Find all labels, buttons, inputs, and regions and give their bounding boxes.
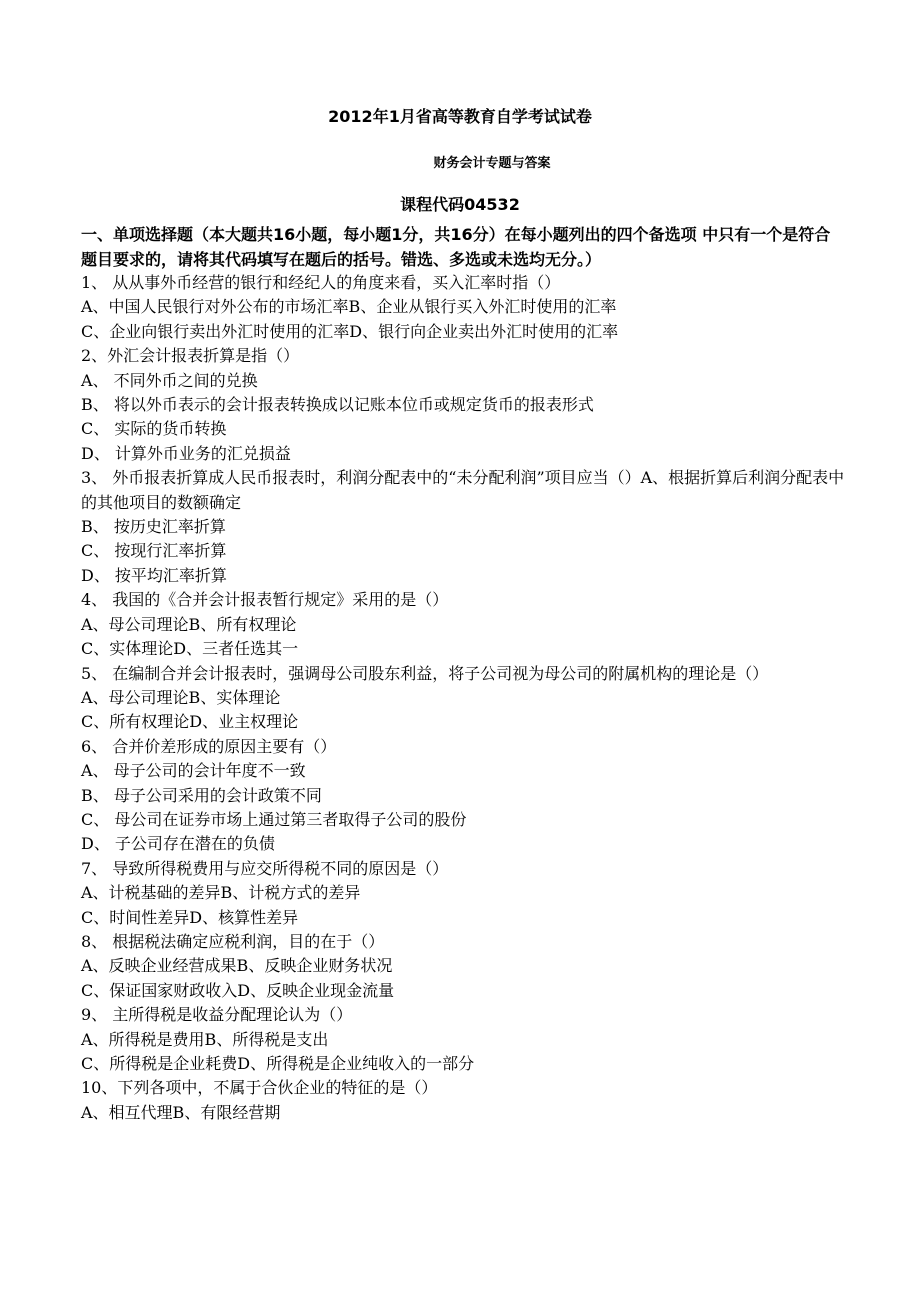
course-code: 课程代码04532	[400, 195, 520, 214]
option-line: C、 实际的货币转换	[81, 419, 227, 439]
option-line: A、相互代理B、有限经营期	[81, 1102, 281, 1122]
option-line: C、 母公司在证券市场上通过第三者取得子公司的股份	[81, 809, 467, 829]
question-line: 3、 外币报表折算成人民币报表时，利润分配表中的“未分配利润”项目应当（）A、根据折算后利润分配表中的其他项目的数额确定	[81, 468, 845, 512]
option-line: A、母公司理论B、所有权理论	[81, 614, 297, 634]
option-line: B、 母子公司采用的会计政策不同	[81, 785, 322, 805]
option-line: C、所有权理论D、业主权理论	[81, 712, 299, 732]
option-line: C、保证国家财政收入D、反映企业现金流量	[81, 980, 395, 1000]
option-line: C、实体理论D、三者任选其一	[81, 639, 299, 659]
question-line: 2、外汇会计报表折算是指（）	[81, 346, 300, 366]
question-line: 4、 我国的《合并会计报表暂行规定》采用的是（）	[81, 590, 449, 610]
option-line: A、 不同外币之间的兑换	[81, 370, 258, 390]
question-line: 6、 合并价差形成的原因主要有（）	[81, 736, 337, 756]
option-line: A、中国人民银行对外公布的市场汇率B、企业从银行买入外汇时使用的汇率	[81, 297, 617, 317]
option-line: C、 按现行汇率折算	[81, 541, 227, 561]
question-line: 7、 导致所得税费用与应交所得税不同的原因是（）	[81, 858, 449, 878]
question-line: 1、 从从事外币经营的银行和经纪人的角度来看，买入汇率时指（）	[81, 273, 561, 292]
option-line: D、 子公司存在潜在的负债	[81, 834, 275, 854]
question-line: 5、 在编制合并会计报表时，强调母公司股东利益，将子公司视为母公司的附属机构的理论是（）	[81, 663, 769, 683]
section-heading: 一、单项选择题（本大题共16小题，每小题1分，共16分）在每小题列出的四个备选项 中只有一个是符合题目要求的，请将其代码填写在题后的括号。错选、多选或未选均无分。）	[81, 225, 831, 269]
option-line: A、所得税是费用B、所得税是支出	[81, 1029, 329, 1049]
question-line: 9、 主所得税是收益分配理论认为（）	[81, 1005, 353, 1025]
option-line: A、反映企业经营成果B、反映企业财务状况	[81, 956, 393, 976]
option-line: B、 按历史汇率折算	[81, 517, 226, 537]
option-line: D、 计算外币业务的汇兑损益	[81, 443, 291, 463]
option-line: B、 将以外币表示的会计报表转换成以记账本位币或规定货币的报表形式	[81, 395, 594, 415]
option-line: C、所得税是企业耗费D、所得税是企业纯收入的一部分	[81, 1054, 475, 1073]
option-line: A、计税基础的差异B、计税方式的差异	[81, 883, 361, 903]
question-list	[81, 271, 846, 1125]
option-line: A、母公司理论B、实体理论	[81, 687, 281, 707]
option-line: C、企业向银行卖出外汇时使用的汇率D、银行向企业卖出外汇时使用的汇率	[81, 321, 619, 341]
option-line: A、 母子公司的会计年度不一致	[81, 761, 306, 781]
option-line: D、 按平均汇率折算	[81, 565, 227, 585]
question-line: 10、下列各项中，不属于合伙企业的特征的是（）	[81, 1078, 438, 1098]
question-line: 8、 根据税法确定应税利润，目的在于（）	[81, 931, 385, 951]
option-line: C、时间性差异D、核算性差异	[81, 907, 299, 927]
exam-title: 2012年1月省高等教育自学考试试卷	[328, 107, 592, 126]
exam-subtitle: 财务会计专题与答案	[433, 156, 551, 171]
